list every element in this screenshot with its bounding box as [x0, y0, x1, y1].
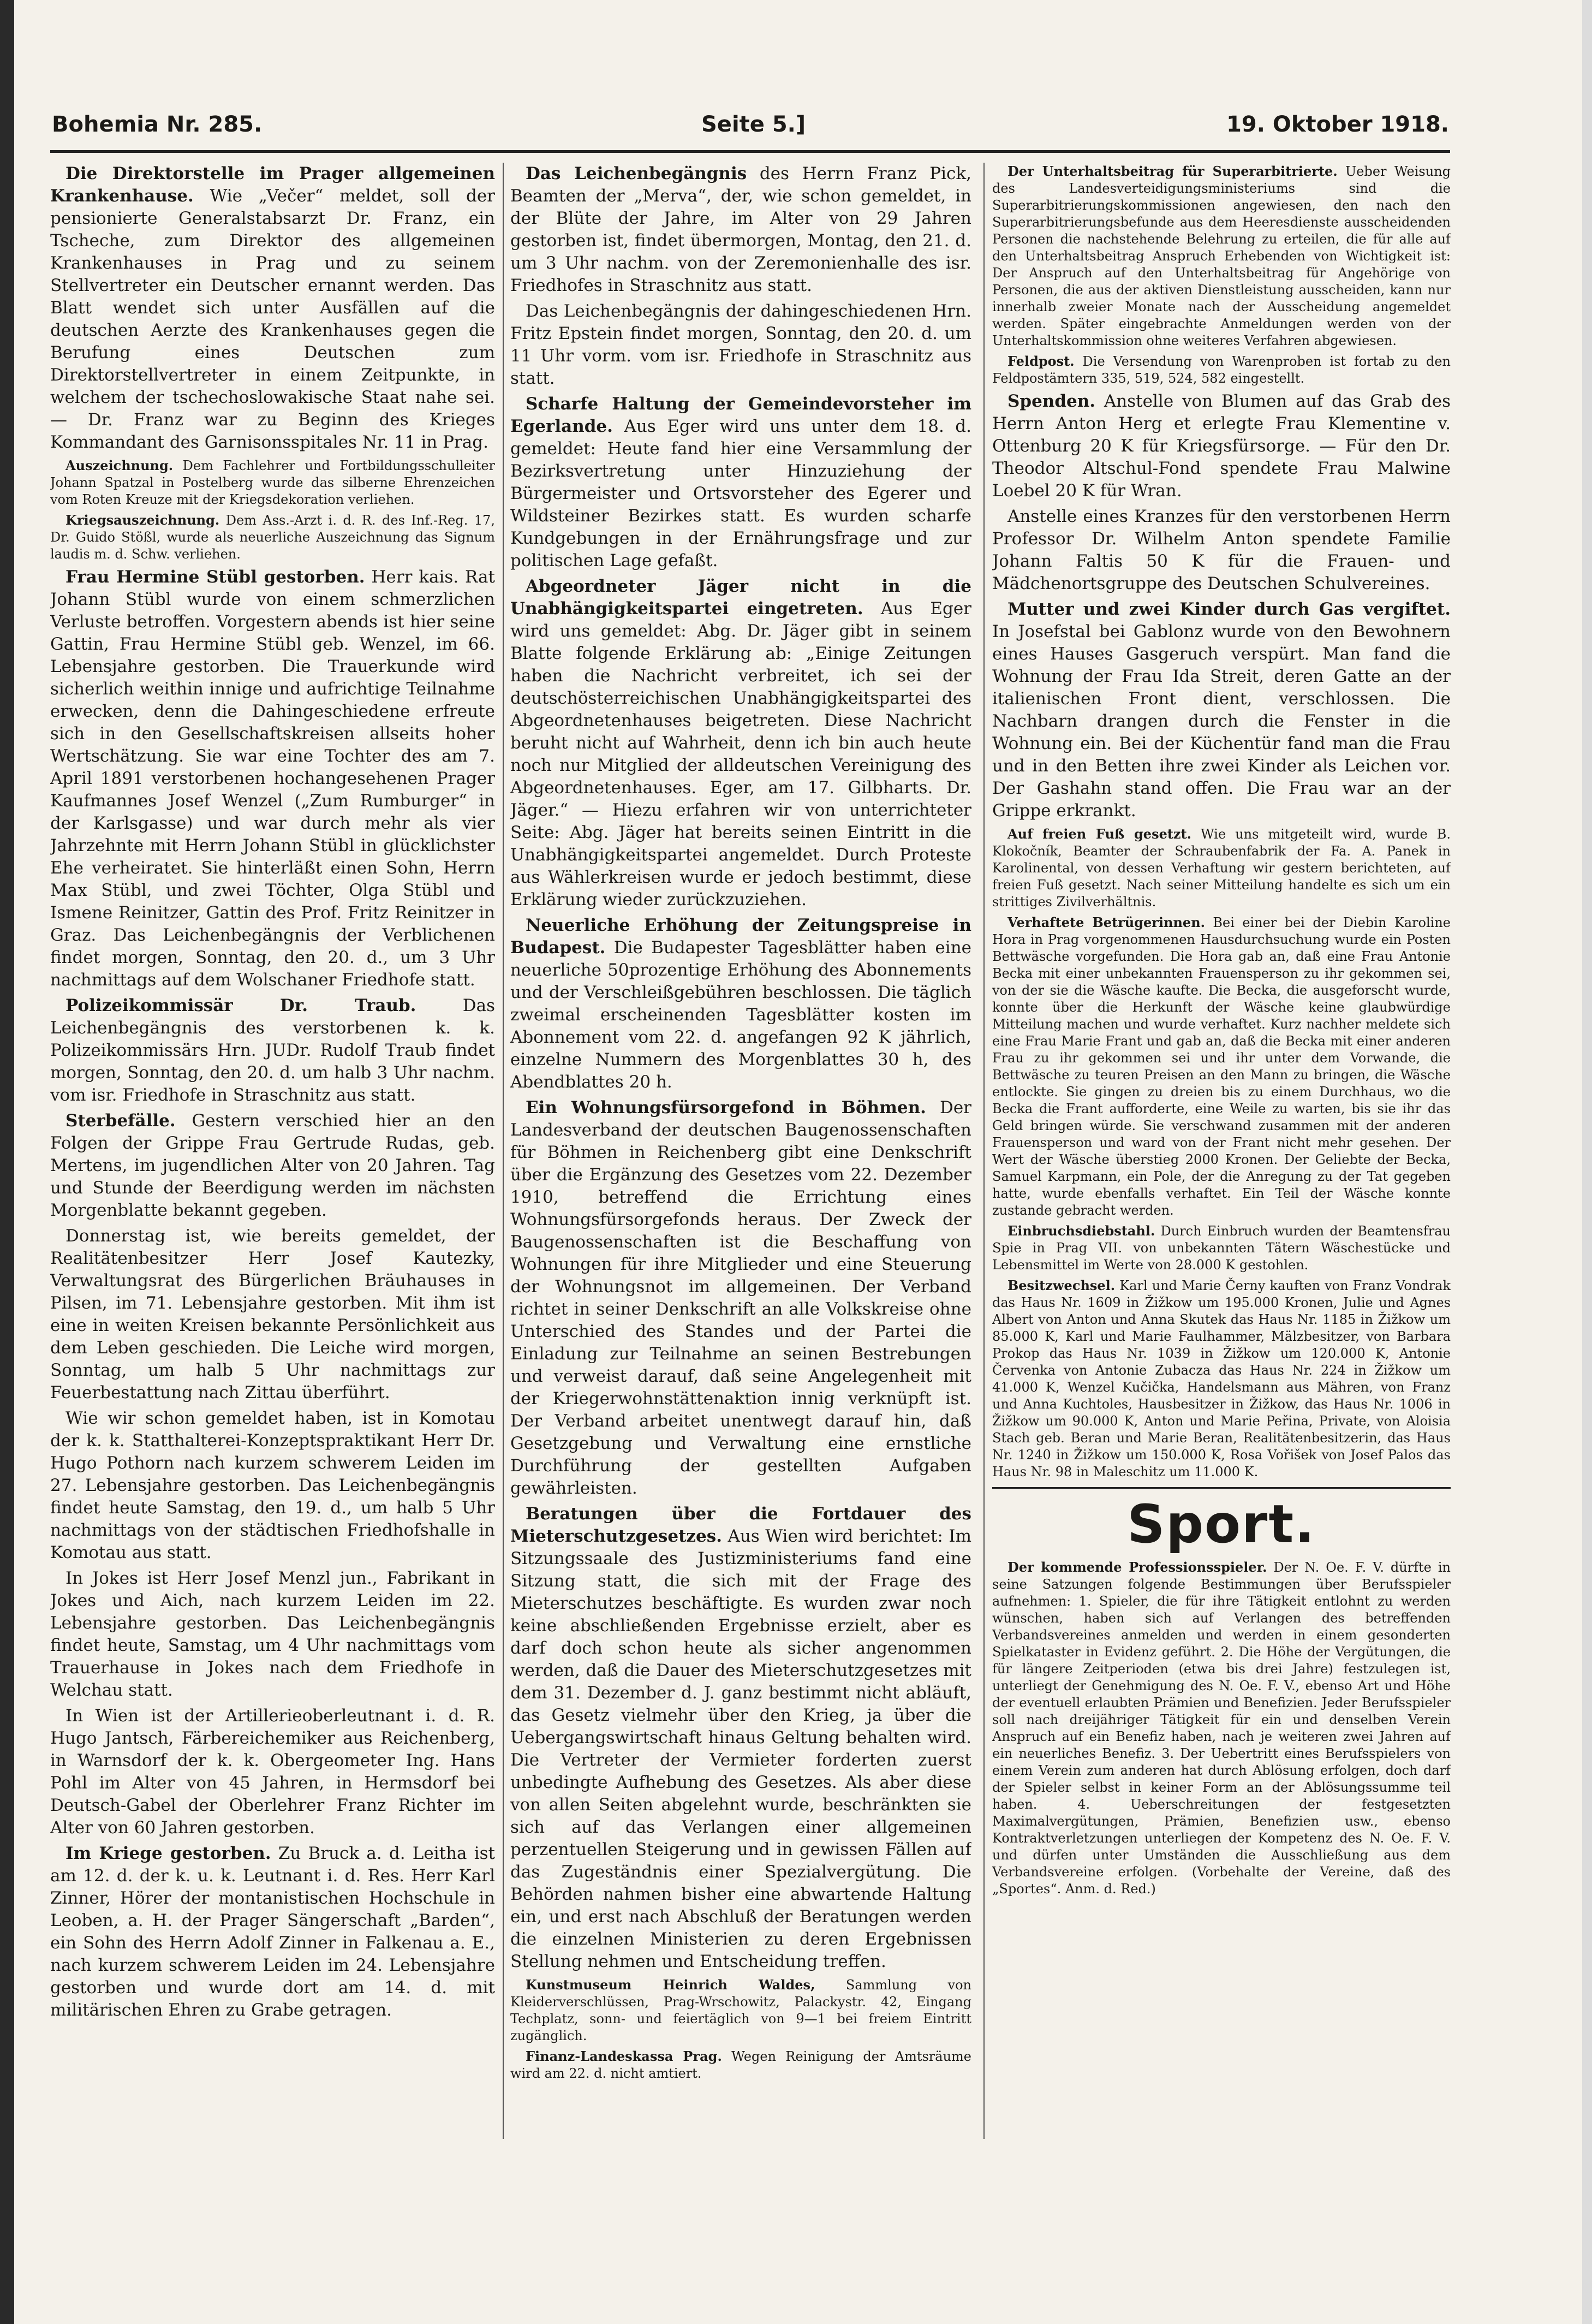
issue-date: 19. Oktober 1918.	[1226, 112, 1449, 137]
page-number: Seite 5.]	[701, 112, 806, 137]
article-text: Wie wir schon gemeldet haben, ist in Komotau der k. k. Statthalterei-Konzeptspraktikant Herr Dr. Hugo Pothorn nach kurzem schwerem Leiden im 27. Lebensjahre gestorben. Das Leichenbegängnis findet heute Samstag, den 19. d., um halb 5 Uhr nachmittags von der städtischen Friedhofshalle in Komotau aus statt.	[50, 1408, 495, 1562]
article-text: Durch Einbruch wurden der Beamtensfrau Spie in Prag VII. von unbekannten Tätern Wäschestücke und Lebensmittel im Werte von 28.000 K gestohlen.	[992, 1223, 1451, 1273]
article-text: des Herrn Franz Pick, Beamten der „Merva“, der, wie schon gemeldet, in der Blüte der Jahre, im Alter von 29 Jahren gestorben ist, findet übermorgen, Montag, den 21. d. um 3 Uhr nachm. von der Zeremonienhalle des isr. Friedhofes in Straschnitz aus statt.	[510, 164, 971, 295]
article	[510, 1976, 971, 2044]
article-heading: Auszeichnung.	[65, 457, 174, 473]
article	[992, 1222, 1451, 1274]
article	[50, 995, 495, 1107]
article-text: Das Leichenbegängnis des verstorbenen k. k. Polizeikommissärs Hrn. JUDr. Rudolf Traub findet morgen, Sonntag, den 20. d. um halb 3 Uhr nachm. vom isr. Friedhofe in Straschnitz aus statt.	[50, 996, 495, 1105]
article-heading: Der Unterhaltsbeitrag für Superarbitrierte.	[1007, 163, 1338, 179]
article	[50, 457, 495, 508]
article-text: Aus Eger wird uns gemeldet: Abg. Dr. Jäger gibt in seinem Blatte folgende Erklärung ab: „Einige Zeitungen haben die Nachricht verbreitet, ich sei der deutschösterreichischen Unabhängigkeitspartei des Abgeordnetenhauses beigetreten. Diese Nachricht beruht nicht auf Wahrheit, denn ich bin auch heute noch nur Mitglied der alldeutschen Vereinigung des Abgeordnetenhauses. Eger, am 17. Gilbharts. Dr. Jäger.“ — Hiezu erfahren wir von unterrichteter Seite: Abg. Jäger hat bereits seinen Eintritt in die Unabhängigkeitspartei angemeldet. Durch Proteste aus Wählerkreisen wurde er jedoch bestimmt, diese Erklärung wieder zurückzuziehen.	[510, 599, 971, 910]
article	[992, 825, 1451, 911]
article-heading: Im Kriege gestorben.	[65, 1844, 271, 1863]
article-text: Der Landesverband der deutschen Baugenossenschaften für Böhmen in Reichenberg gibt eine Denkschrift über die Ergänzung des Gesetzes vom 22. Dezember 1910, betreffend die Errichtung eines Wohnungsfürsorgefonds heraus. Der Zweck der Baugenossenschaften ist die Beschaffung von Wohnungen für ihre Mitglieder und eine Steuerung der Wohnungsnot im allgemeinen. Der Verband richtet in seiner Denkschrift an alle Volkskreise ohne Unterschied des Standes und der Partei die Einladung zur Teilnahme an seinen Bestrebungen und verweist darauf, daß seine Angelegenheit mit der Kriegerwohnstättenaktion innig verknüpft ist. Der Verband arbeitet unentwegt darauf hin, daß Gesetzgebung und Verwaltung eine ernstliche Durchführung der gestellten Aufgaben gewährleisten.	[510, 1098, 971, 1498]
article-text: Die Versendung von Warenproben ist fortab zu den Feldpostämtern 335, 519, 524, 582 eingestellt.	[992, 354, 1451, 386]
column-3-articles	[992, 163, 1451, 1481]
scan-border-left	[0, 0, 14, 2324]
article	[510, 300, 971, 390]
article	[50, 1842, 495, 2022]
column-divider-1	[503, 163, 504, 2139]
sport-article	[992, 1559, 1451, 1898]
article-heading: Feldpost.	[1007, 353, 1075, 369]
article-heading: Das Leichenbegängnis	[526, 164, 747, 183]
article-heading: Ein Wohnungsfürsorgefond in Böhmen.	[526, 1098, 926, 1118]
article-text: Aus Wien wird berichtet: Im Sitzungssaale des Justizministeriums fand eine Sitzung statt, die sich mit der Frage des Mieterschutzes beschäftigte. Es wurden zwar noch keine abschließenden Ergebnisse erzielt, aber es darf doch schon heute als sicher angenommen werden, daß die Dauer des Mieterschutzgesetzes mit dem 31. Dezember d. J. ganz bestimmt nicht abläuft, das Gesetz vielmehr über den Krieg, ja über die Uebergangswirtschaft hinaus Geltung behalten wird. Die Vertreter der Vermieter forderten zuerst unbedingte Aufhebung des Gesetzes. Als aber diese von allen Seiten abgelehnt wurde, beschränkten sie sich auf das Verlangen einer allgemeinen perzentuellen Steigerung und in gewissen Fällen auf das Zugeständnis einer Spezialvergütung. Die Behörden nahmen bisher eine abwartende Haltung ein, und erst nach Abschluß der Beratungen werden die einzelnen Ministerien zu deren Ergebnissen Stellung nehmen und Entscheidung treffen.	[510, 1526, 971, 1971]
issue-number: Bohemia Nr. 285.	[52, 112, 263, 137]
article-text: Dem Fachlehrer und Fortbildungsschulleiter Johann Spatzal in Postelberg wurde das silberne Ehrenzeichen vom Roten Kreuze mit der Kriegsdekoration verliehen.	[50, 458, 495, 507]
article-heading: Kunstmuseum Heinrich Waldes,	[526, 1977, 815, 1993]
article	[50, 566, 495, 991]
article-heading: Kriegsauszeichnung.	[65, 512, 220, 528]
column-1	[50, 163, 495, 2232]
article-heading: Polizeikommissär Dr. Traub.	[65, 996, 416, 1015]
article	[992, 914, 1451, 1219]
article	[510, 575, 971, 911]
article-text: Das Leichenbegängnis der dahingeschiedenen Hrn. Fritz Epstein findet morgen, Sonntag, den 20. d. um 11 Uhr vorm. vom isr. Friedhofe in Straschnitz aus statt.	[510, 301, 971, 388]
article	[992, 163, 1451, 349]
article	[510, 163, 971, 297]
article-heading: Frau Hermine Stübl gestorben.	[65, 567, 365, 587]
article	[50, 1225, 495, 1404]
article-text: Aus Eger wird uns unter dem 18. d. gemeldet: Heute fand hier eine Versammlung der Bezirksvertretung unter Hinzuziehung der Bürgermeister und Ortsvorsteher des Egerer und Wildsteiner Bezirkes statt. Es wurden scharfe Kundgebungen in der Ernährungsfrage und zur politischen Lage gefaßt.	[510, 417, 971, 570]
article-heading: Spenden.	[1007, 391, 1096, 411]
column-2	[510, 163, 971, 2232]
article-heading: Auf freien Fuß gesetzt.	[1007, 826, 1192, 842]
article-text: Die Budapester Tagesblätter haben eine neuerliche 50prozentige Erhöhung des Abonnements und der Verschleißgebühren beschlossen. Die täglich zweimal erscheinenden Tagesblätter kosten im Abonnement vom 22. d. angefangen 92 K jährlich, einzelne Nummern des Morgenblattes 30 h, des Abendblattes 20 h.	[510, 938, 971, 1092]
sport-divider	[992, 1487, 1451, 1489]
article-heading: Die Direktorstelle im Prager allgemeinen Krankenhause.	[50, 164, 495, 206]
article	[510, 1503, 971, 1973]
article	[50, 1110, 495, 1222]
article-text: Gestern verschied hier an den Folgen der Grippe Frau Gertrude Rudas, geb. Mertens, im jugendlichen Alter von 20 Jahren. Tag und Stunde der Beerdigung werden im nächsten Morgenblatte bekannt gegeben.	[50, 1111, 495, 1220]
header-rule	[50, 150, 1450, 153]
article	[50, 1407, 495, 1564]
article	[510, 1097, 971, 1500]
article	[50, 1705, 495, 1839]
article-text: Dem Ass.-Arzt i. d. R. des Inf.-Reg. 17, Dr. Guido Stößl, wurde als neuerliche Auszeichnung das Signum laudis m. d. Schw. verliehen.	[50, 513, 495, 562]
article-text: Herr kais. Rat Johann Stübl wurde von einem schmerzlichen Verluste betroffen. Vorgestern abends ist hier seine Gattin, Frau Hermine Stübl geb. Wenzel, im 66. Lebensjahre gestorben. Die Trauerkunde wird sicherlich weithin innige und aufrichtige Teilnahme erwecken, denn die Dahingeschiedene erfreute sich in den Gesellschaftskreisen allseits hoher Wertschätzung. Sie war eine Tochter des am 7. April 1891 verstorbenen hochangesehenen Prager Kaufmannes Josef Wenzel („Zum Rumburger“ in der Karlsgasse) und war durch mehr als vier Jahrzehnte mit Herrn Johann Stübl in glücklichster Ehe verheiratet. Sie hinterläßt einen Sohn, Herrn Max Stübl, und zwei Töchter, Olga Stübl und Ismene Reinitzer, Gattin des Prof. Fritz Reinitzer in Graz. Das Leichenbegängnis der Verblichenen findet morgen, Sonntag, den 20. d., um 3 Uhr nachmittags auf dem Wolschaner Friedhofe statt.	[50, 567, 495, 990]
article-text: Donnerstag ist, wie bereits gemeldet, der Realitätenbesitzer Herr Josef Kautezky, Verwaltungsrat des Bürgerlichen Bräuhauses in Pilsen, im 71. Lebensjahre gestorben. Mit ihm ist eine in weiten Kreisen bekannte Persönlichkeit aus dem Leben geschieden. Die Leiche wird morgen, Sonntag, um halb 5 Uhr nachmittags zur Feuerbestattung nach Zittau überführt.	[50, 1226, 495, 1402]
article	[510, 914, 971, 1093]
article-text: Anstelle eines Kranzes für den verstorbenen Herrn Professor Dr. Wilhelm Anton spendete Familie Johann Faltis 50 K für die Frauen- und Mädchenortsgruppe des Deutschen Schulvereines.	[992, 507, 1451, 593]
article-heading: Beratungen über die Fortdauer des Mieterschutzgesetzes.	[510, 1504, 971, 1546]
article	[50, 163, 495, 454]
article	[510, 393, 971, 572]
article-text: Sammlung von Kleiderverschlüssen, Prag-Wrschowitz, Palackystr. 42, Eingang Techplatz, sonn- und feiertäglich von 9—1 bei freiem Eintritt zugänglich.	[510, 1977, 971, 2043]
article-text: Wie „Večer“ meldet, soll der pensionierte Generalstabsarzt Dr. Franz, ein Tscheche, zum Direktor des allgemeinen Krankenhauses in Prag und zu seinem Stellvertreter ein Deutscher ernannt werden. Das Blatt wendet sich unter Ausfällen auf die deutschen Aerzte des Krankenhauses gegen die Berufung eines Deutschen zum Direktorstellvertreter in einem Zeitpunkte, in welchem der tschechoslowakische Staat nahe sei. — Dr. Franz war zu Beginn des Krieges Kommandant des Garnisonsspitales Nr. 11 in Prag.	[50, 186, 495, 452]
article-text: Bei einer bei der Diebin Karoline Hora in Prag vorgenommenen Hausdurchsuchung wurde ein Posten Bettwäsche vorgefunden. Die Hora gab an, daß eine Frau Antonie Becka mit einer unbekannten Frauensperson zu ihr gekommen sei, von der sie die Wäsche kaufte. Die Becka, die ausgeforscht wurde, konnte über die Herkunft der Wäsche keine glaubwürdige Mitteilung machen und wurde verhaftet. Kurz nachher meldete sich eine Frau Marie Frant und gab an, daß die Becka mit einer anderen Frau zu ihr gekommen sei und ihr unter dem Vorwande, die Bettwäsche zu teuren Preisen an den Mann zu bringen, die Wäsche entlockte. Sie gingen zu dreien bis zu einem Durchhaus, wo die Becka die Frant aufforderte, eine Weile zu warten, bis sie ihr das Geld bringen würde. Sie verschwand zusammen mit der anderen Frauensperson und ward von der Frant nicht mehr gesehen. Der Wert der Wäsche überstieg 2000 Kronen. Der Geliebte der Becka, Samuel Karpmann, ein Pole, der die Anregung zu der Tat gegeben hatte, wurde ebenfalls verhaftet. Ein Teil der Wäsche konnte zustande gebracht werden.	[992, 915, 1451, 1218]
article	[992, 598, 1451, 822]
scan-border-right	[1582, 0, 1592, 2324]
article-heading: Finanz-Landeskassa Prag.	[526, 2048, 722, 2064]
article-text: Karl und Marie Černy kauften von Franz Vondrak das Haus Nr. 1609 in Žižkow um 195.000 Kronen, Julie und Agnes Albert von Anton und Anna Skutek das Haus Nr. 1185 in Žižkow um 85.000 K, Karl und Marie Faulhammer, Mälzbesitzer, von Barbara Prokop das Haus Nr. 1039 in Žižkow um 120.000 K, Antonie Červenka von Antonie Zubacza das Haus Nr. 224 in Žižkow um 41.000 K, Wenzel Kučička, Handelsmann aus Mähren, von Franz und Anna Kuchtoles, Hausbesitzer in Žižkow, das Haus Nr. 1006 in Žižkow um 90.000 K, Anton und Marie Peřina, Private, von Aloisia Stach geb. Beran und Marie Beran, Realitätenbesitzerin, das Haus Nr. 1240 in Žižkow um 150.000 K, Rosa Vořišek von Josef Palos das Haus Nr. 98 in Maleschitz um 11.000 K.	[992, 1278, 1451, 1479]
article-heading: Einbruchsdiebstahl.	[1007, 1223, 1155, 1239]
sport-section-title: Sport.	[1127, 1494, 1316, 1555]
sport-article-text: Der N. Oe. F. V. dürfte in seine Satzungen folgende Bestimmungen über Berufsspieler aufnehmen: 1. Spieler, die für ihre Tätigkeit entlohnt zu werden wünschen, haben sich auf Verlangen des betreffenden Verbandsvereines anmelden und werden in einem gesonderten Spielkataster in Evidenz geführt. 2. Die Höhe der Vergütungen, die für längere Zeitperioden (etwa bis drei Jahre) festzulegen ist, unterliegt der Genehmigung des N. Oe. F. V., ebenso Art und Höhe der eventuell erlaubten Prämien und Benefizien. Jeder Berufsspieler soll nach dreijähriger Tätigkeit für ein und denselben Verein Anspruch auf ein Benefiz haben, nach je weiteren zwei Jahren auf ein neuerliches Benefiz. 3. Der Uebertritt eines Berufsspielers von einem Verein zum anderen hat durch Ablösung erfolgen, doch darf der Spieler selbst in keiner Form an der Ablösungssumme teil haben. 4. Ueberschreitungen der festgesetzten Maximalvergütungen, Prämien, Benefizien usw., ebenso Kontraktverletzungen unterliegen der Kompetenz des N. Oe. F. V. und dürfen unter Umständen die Ausschließung aus dem Verbandsvereine erfolgen. (Vorbehalte der Vereine, daß des „Sportes“. Anm. d. Red.)	[992, 1560, 1451, 1897]
article-text: In Wien ist der Artillerieoberleutnant i. d. R. Hugo Jantsch, Färbereichemiker aus Reichenberg, in Warnsdorf der k. k. Obergeometer Ing. Hans Pohl im Alter von 45 Jahren, in Hermsdorf bei Deutsch-Gabel der Oberlehrer Franz Richter im Alter von 60 Jahren gestorben.	[50, 1706, 495, 1838]
article	[50, 512, 495, 563]
article	[50, 1567, 495, 1702]
article	[510, 2048, 971, 2082]
article-text: Anstelle von Blumen auf das Grab des Herrn Anton Herg et erlegte Frau Klementine v. Ottenburg 20 K für Kriegsfürsorge. — Für den Dr. Theodor Altschul-Fond spendete Frau Malwine Loebel 20 K für Wran.	[992, 391, 1451, 501]
article-heading: Verhaftete Betrügerinnen.	[1007, 914, 1206, 930]
article	[992, 353, 1451, 387]
article-heading: Scharfe Haltung der Gemeindevorsteher im Egerlande.	[510, 394, 971, 436]
column-3	[992, 163, 1451, 2232]
article	[992, 506, 1451, 595]
page-header	[52, 112, 1449, 145]
article-heading: Sterbefälle.	[65, 1111, 176, 1131]
article-heading: Besitzwechsel.	[1007, 1277, 1116, 1293]
article	[992, 390, 1451, 502]
column-divider-2	[983, 163, 985, 2139]
article-text: In Jokes ist Herr Josef Menzl jun., Fabrikant in Jokes und Aich, nach kurzem Leiden im 22. Lebensjahre gestorben. Das Leichenbegängnis findet heute, Samstag, um 4 Uhr nachmittags vom Trauerhause in Jokes nach dem Friedhofe in Welchau statt.	[50, 1568, 495, 1700]
article-heading: Mutter und zwei Kinder durch Gas vergiftet.	[1007, 599, 1451, 619]
article-text: Wie uns mitgeteilt wird, wurde B. Klokočník, Beamter der Schraubenfabrik der Fa. A. Panek in Karolinental, von dessen Verhaftung wir gestern berichteten, auf freien Fuß gesetzt. Nach seiner Mitteilung handelte es sich um ein strittiges Zivilverhältnis.	[992, 827, 1451, 910]
article-text: Wegen Reinigung der Amtsräume wird am 22. d. nicht amtiert.	[510, 2049, 971, 2081]
article-text: Zu Bruck a. d. Leitha ist am 12. d. der k. u. k. Leutnant i. d. Res. Herr Karl Zinner, Hörer der montanistischen Hochschule in Leoben, a. H. der Prager Sängerschaft „Barden“, ein Sohn des Herrn Adolf Zinner in Falkenau a. E., nach kurzem schwerem Leiden im 24. Lebensjahre gestorben und wurde dort am 14. d. mit militärischen Ehren zu Grabe getragen.	[50, 1844, 495, 2020]
sport-article-heading: Der kommende Professionsspieler.	[1007, 1559, 1267, 1575]
article-heading: Neuerliche Erhöhung der Zeitungspreise in Budapest.	[510, 916, 971, 958]
article-text: Ueber Weisung des Landesverteidigungsministeriums sind die Superarbitrierungskommissionen angewiesen, den nach den Superarbitrierungsbefunde aus dem Heeresdienste ausscheidenden Personen die nachstehende Belehrung zu erteilen, die für alle auf den Unterhaltsbeitrag Anspruch Erhebenden von Wichtigkeit ist: Der Anspruch auf den Unterhaltsbeitrag für Angehörige von Personen, die aus der aktiven Dienstleistung ausscheiden, kann nur innerhalb zweier Monate nach der Ausscheidung angemeldet werden. Später eingebrachte Anmeldungen werden von der Unterhaltskommission ohne weiteres Verfahren abgewiesen.	[992, 164, 1451, 348]
article-heading: Abgeordneter Jäger nicht in die Unabhängigkeitspartei eingetreten.	[510, 576, 971, 619]
article-text: In Josefstal bei Gablonz wurde von den Bewohnern eines Hauses Gasgeruch verspürt. Man fand die Wohnung der Frau Ida Streit, deren Gatte an der italienischen Front dient, verschlossen. Die Nachbarn drangen durch die Fenster in die Wohnung ein. Bei der Küchentür fand man die Frau und in den Betten ihre zwei Kinder als Leichen vor. Der Gashahn stand offen. Die Frau war an der Grippe erkrankt.	[992, 622, 1451, 821]
article	[992, 1277, 1451, 1481]
